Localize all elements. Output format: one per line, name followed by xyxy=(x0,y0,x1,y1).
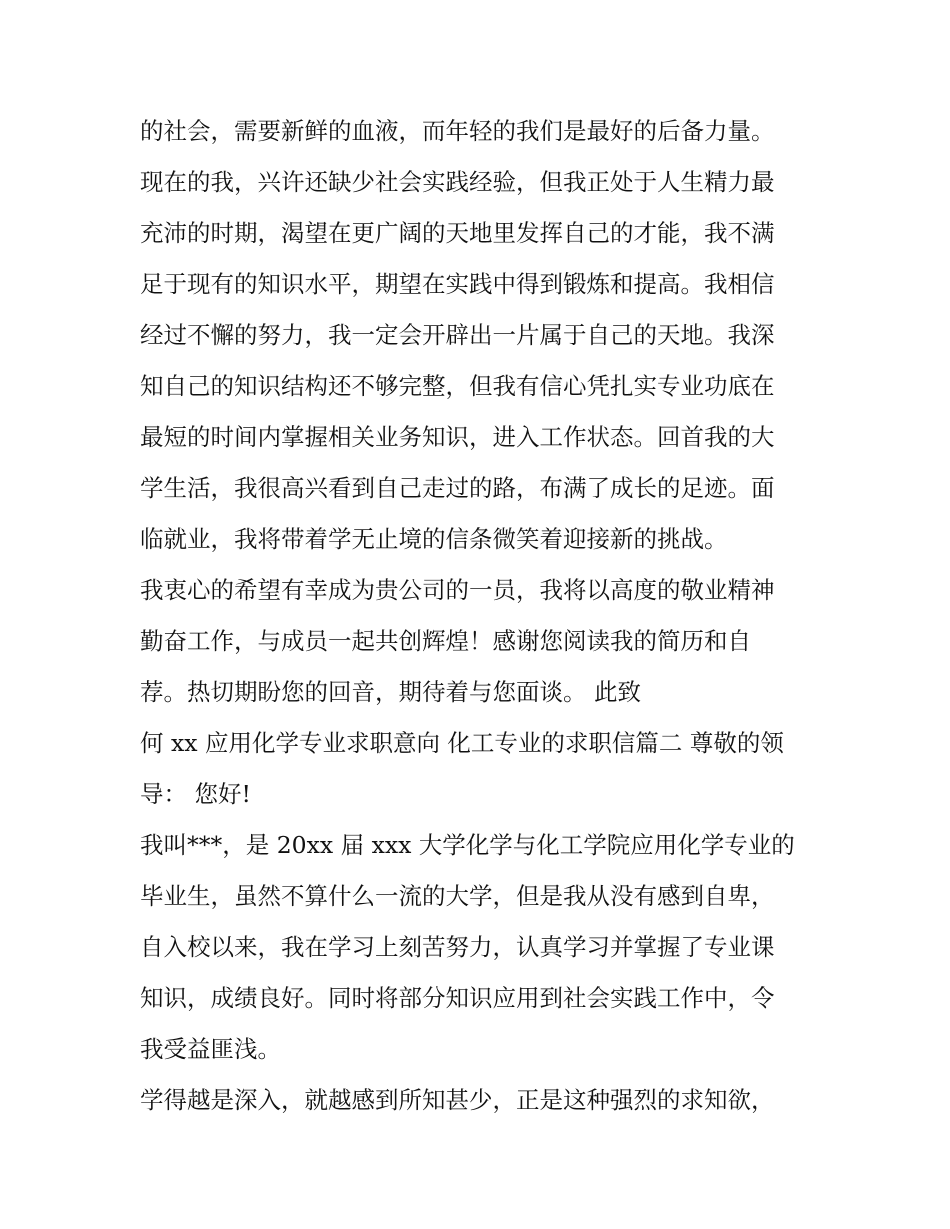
text-line: 现在的我，兴许还缺少社会实践经验，但我正处于人生精力最 xyxy=(140,168,775,196)
text-line: 学得越是深入，就越感到所知甚少，正是这种强烈的求知欲， xyxy=(140,1086,775,1114)
text-line: 勤奋工作，与成员一起共创辉煌！感谢您阅读我的简历和自 xyxy=(140,627,751,655)
text-line: 我叫***，是 20xx 届 xxx 大学化学与化工学院应用化学专业的 xyxy=(140,831,795,859)
text-line: 毕业生，虽然不算什么一流的大学，但是我从没有感到自卑， xyxy=(140,882,775,910)
text-line: 自入校以来，我在学习上刻苦努力，认真学习并掌握了专业课 xyxy=(140,933,775,961)
text-line: 知识，成绩良好。同时将部分知识应用到社会实践工作中，令 xyxy=(140,984,775,1012)
text-line: 临就业，我将带着学无止境的信条微笑着迎接新的挑战。 xyxy=(140,525,728,553)
text-line: 我受益匪浅。 xyxy=(140,1035,281,1063)
text-line: 荐。热切期盼您的回音，期待着与您面谈。 此致 xyxy=(140,678,641,706)
text-line: 最短的时间内掌握相关业务知识，进入工作状态。回首我的大 xyxy=(140,423,775,451)
text-line: 经过不懈的努力，我一定会开辟出一片属于自己的天地。我深 xyxy=(140,321,775,349)
document-body xyxy=(140,106,820,1126)
text-line: 知自己的知识结构还不够完整，但我有信心凭扎实专业功底在 xyxy=(140,372,775,400)
text-line: 足于现有的知识水平，期望在实践中得到锻炼和提高。我相信 xyxy=(140,270,775,298)
text-line: 我衷心的希望有幸成为贵公司的一员，我将以高度的敬业精神 xyxy=(140,576,775,604)
text-line: 的社会，需要新鲜的血液，而年轻的我们是最好的后备力量。 xyxy=(140,117,775,145)
text-line: 导： 您好! xyxy=(140,780,251,808)
text-line: 何 xx 应用化学专业求职意向 化工专业的求职信篇二 尊敬的领 xyxy=(140,729,784,757)
text-line: 学生活，我很高兴看到自己走过的路，布满了成长的足迹。面 xyxy=(140,474,775,502)
text-line: 充沛的时期，渴望在更广阔的天地里发挥自己的才能，我不满 xyxy=(140,219,775,247)
